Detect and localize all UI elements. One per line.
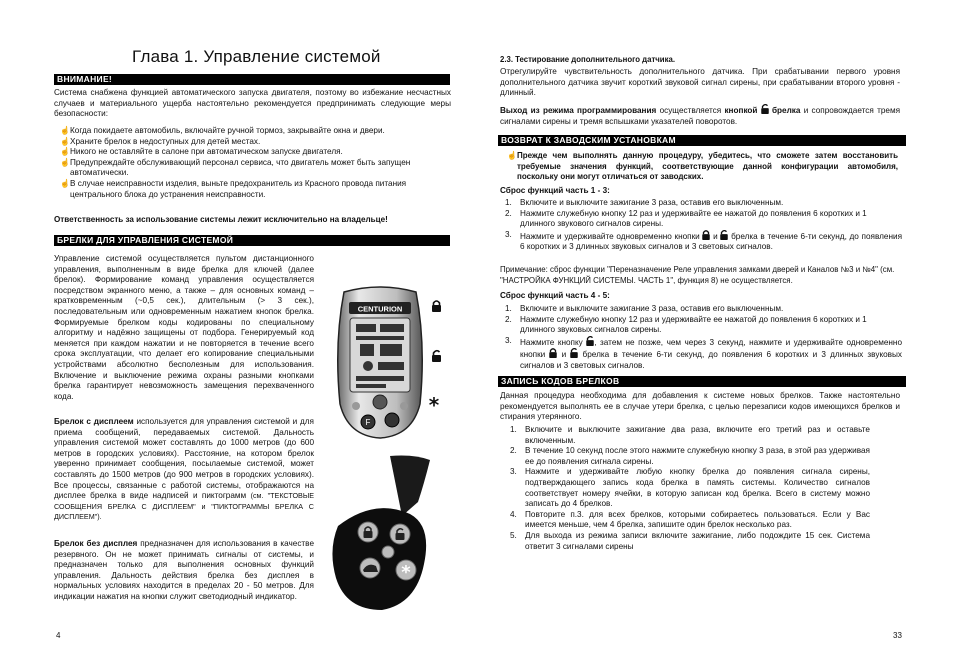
warning-header: ВНИМАНИЕ! [54, 74, 450, 85]
reset-part13-steps [502, 198, 902, 253]
reset-part13-title: Сброс функций часть 1 - 3: [500, 186, 610, 195]
asterisk-icon: * [428, 393, 440, 417]
warning-list [60, 126, 438, 200]
pointing-hand-icon: ☝ [507, 151, 517, 160]
unlock-icon [586, 336, 594, 346]
reset-note: Примечание: сброс функции "Переназначение Реле управления замками дверей и Каналов №3 и №4" (см. "НАСТРОЙКА ФУНКЦИЙ СИСТЕМЫ. ЧАСТЬ 1", функция 8) не осуществляется. [500, 265, 895, 285]
brand-label: CENTURION [357, 304, 403, 314]
nodisplay-fob-title: Брелок без дисплея [54, 539, 138, 548]
list-item: 3. Нажмите кнопку , затем не позже, чем через 3 секунд, нажмите и удерживайте одновременно кнопки и брелка в течение 6-ти секунд, до появления 6 коротких и 3 длинных звуковых сигналов и 3 световых сигналов. [505, 335, 903, 370]
unlock-icon [761, 104, 769, 114]
factory-reset-header: ВОЗВРАТ К ЗАВОДСКИМ УСТАНОВКАМ [498, 135, 906, 146]
list-item: 5. Для выхода из режима записи включите зажигание, либо подождите 15 сек. Система ответит 3 сигналами сирены [510, 530, 870, 551]
keyfobs-paragraph: Управление системой осуществляется пультом дистанционного управления, выполненным в виде брелка для ключей (далее брелок). Формирование команд управления осуществляется посредством экранного меню, а также – для основных команд – кратковременным (~0,5 сек.), длительным (> 3 сек.), последовательным или одновременным нажатием кнопок брелка. Формируемые брелком коды кодированы по специальному алгоритму и надёжно защищены от подбора. Генерируемый код меняется при каждом нажатии и не повторяется в течение всего срока эксплуатации, что делает его копирование специальными устройствами абсолютно бесполезным для использования. Включение и выключение режима охраны разными кнопками брелка гарантирует невозможность замещения перехваченного кода. [54, 254, 314, 401]
pointing-hand-icon: ☝ [60, 147, 70, 157]
asterisk-icon: * [401, 562, 411, 583]
nodisplay-keyfob-illustration [328, 454, 438, 614]
pointing-hand-icon: ☝ [60, 136, 70, 146]
nodisplay-fob-paragraph: Брелок без дисплея предназначен для использования в качестве резервного. Он не может принимать сигналы от системы, и предназначен только для выполнения основных функций управления. Дальность действия брелка без дисплея в нормальных условиях находится в пределах 20 - 50 метров. Для индикации нажатия на кнопки служит светодиодный индикатор. [54, 539, 314, 601]
responsibility-note: Ответственность за использование системы лежит исключительно на владельце! [54, 215, 388, 224]
list-item: 3. Нажмите и удерживайте любую кнопку брелка до появления сигнала сирены, подтверждающего запись кода брелка в память системы. Количество сигналов соответствует номеру ячейки, в которую записан код брелка. Всего в систему можно записать до 4 брелков. [510, 467, 870, 509]
unlock-icon [570, 348, 578, 358]
display-fob-ref: (см. "ТЕКСТОВЫЕ СООБЩЕНИЯ БРЕЛКА С ДИСПЛЕЕМ" и "ПИКТОГРАММЫ БРЕЛКА С ДИСПЛЕЕМ"). [54, 491, 314, 522]
list-item: 1. Включите и выключите зажигание два раза, включите его третий раз и оставьте включенным. [510, 425, 870, 445]
svg-text:F: F [365, 418, 371, 427]
factory-note: ☝ Прежде чем выполнять данную процедуру, убедитесь, что сможете затем восстановить требуемые значения функций, соответствующие данной конфигурации автомобиля, поскольку они могут отличаться от заводских. [507, 151, 898, 182]
keyfobs-header: БРЕЛКИ ДЛЯ УПРАВЛЕНИЯ СИСТЕМОЙ [54, 235, 450, 246]
aux-sensor-text: Отрегулируйте чувствительность дополнительного датчика. При срабатывании первого уровня дополнительного датчика звучит короткий звуковой сигнал сирены, при срабатывании второго уровня - длинный. [500, 67, 900, 98]
chapter-title: Глава 1. Управление системой [132, 47, 381, 66]
lock-icon [432, 301, 441, 312]
pointing-hand-icon: ☝ [60, 157, 70, 167]
list-item: ☝ В случае неисправности изделия, выньте предохранитель из Красного провода питания центрального блока до устранения неисправности. [60, 178, 407, 199]
list-item: 2. В течение 10 секунд после этого нажмите служебную кнопку 3 раза, в этой раз удерживая ее до появления сигнала сирены. [510, 446, 870, 466]
display-keyfob-illustration [330, 284, 452, 442]
list-item: ☝ Когда покидаете автомобиль, включайте ручной тормоз, закрывайте окна и двери. [60, 126, 385, 135]
list-item: 1. Включите и выключите зажигание 3 раза, оставив его выключенным. [505, 304, 784, 313]
list-item: ☝ Предупреждайте обслуживающий персонал сервиса, что двигатель может быть запущен автоматически. [60, 157, 411, 178]
warning-intro: Система снабжена функцией автоматического запуска двигателя, поэтому во избежание несчастных случаев и материального ущерба настоятельно рекомендуется предпринимать следующие меры безопасности: [54, 88, 451, 119]
display-fob-paragraph: Брелок с дисплеем используется для управления системой и для приема сообщений, передаваемых системой. Дальность управления системой может составлять до 1000 метров (до 600 метров в городских условиях). Расстояние, на котором брелок уверенно принимает сообщения, посылаемые системой, может составлять до 1500 метров (до 900 метров в городских условиях). Все процессы, связанные с работой системы, отображаются на дисплее брелка в виде надписей и пиктограмм (см. "ТЕКСТОВЫЕ СООБЩЕНИЯ БРЕЛКА С ДИСПЛЕЕМ" и "ПИКТОГРАММЫ БРЕЛКА С ДИСПЛЕЕМ"). [54, 417, 314, 522]
exit-programming-text: Выход из режима программирования осуществляется кнопкой брелка и сопровождается тремя сигналами сирены и тремя вспышками указателей поворотов. [500, 106, 901, 126]
lock-icon [549, 348, 557, 358]
pointing-hand-icon: ☝ [60, 126, 70, 135]
reset-part45-title: Сброс функций часть 4 - 5: [500, 291, 610, 300]
keyfob-codes-header: ЗАПИСЬ КОДОВ БРЕЛКОВ [498, 376, 906, 387]
keyfob-codes-steps [507, 425, 870, 552]
list-item: ☝ Храните брелок в недоступных для детей местах. [60, 136, 261, 146]
list-item: 2. Нажмите служебную кнопку 12 раз и удерживайте ее нажатой до появления 6 коротких и 1 длинного звуковых сигналов сирены. [505, 314, 867, 335]
page-number: 4 [56, 631, 61, 640]
page-number: 33 [893, 631, 902, 640]
list-item: 1. Включите и выключите зажигание 3 раза, оставив его выключенным. [505, 198, 784, 207]
unlock-icon [432, 351, 441, 362]
list-item: 3. Нажмите и удерживайте одновременно кнопки и брелка в течение 6-ти секунд, до появления 6 коротких и 3 длинных звуковых сигналов и 3 световых сигналов. [505, 229, 902, 252]
aux-sensor-title: 2.3. Тестирование дополнительного датчика. [500, 55, 676, 64]
right-page [477, 0, 954, 661]
pointing-hand-icon: ☝ [60, 178, 70, 188]
lock-icon [702, 230, 710, 240]
list-item: 2. Нажмите служебную кнопку 12 раз и удерживайте ее нажатой до появления 6 коротких и 1 длинного звукового сигналов сирены. [505, 208, 867, 229]
list-item: ☝ Никого не оставляйте в салоне при автоматическом запуске двигателя. [60, 147, 343, 157]
display-fob-title: Брелок с дисплеем [54, 417, 134, 426]
keyfob-codes-intro: Данная процедура необходима для добавления к системе новых брелков. Также настоятельно рекомендуется выполнять ее в случае утери брелка, с целью перезаписи кодов имеющихся брелков и стирания утерянного. [500, 391, 900, 422]
list-item: 4. Повторите п.3. для всех брелков, которыми собираетесь пользоваться. Если у Вас имеется меньше, чем 4 брелка, запишите один брелок несколько раз. [510, 509, 870, 530]
reset-part45-steps [502, 304, 902, 372]
unlock-icon [720, 230, 728, 240]
